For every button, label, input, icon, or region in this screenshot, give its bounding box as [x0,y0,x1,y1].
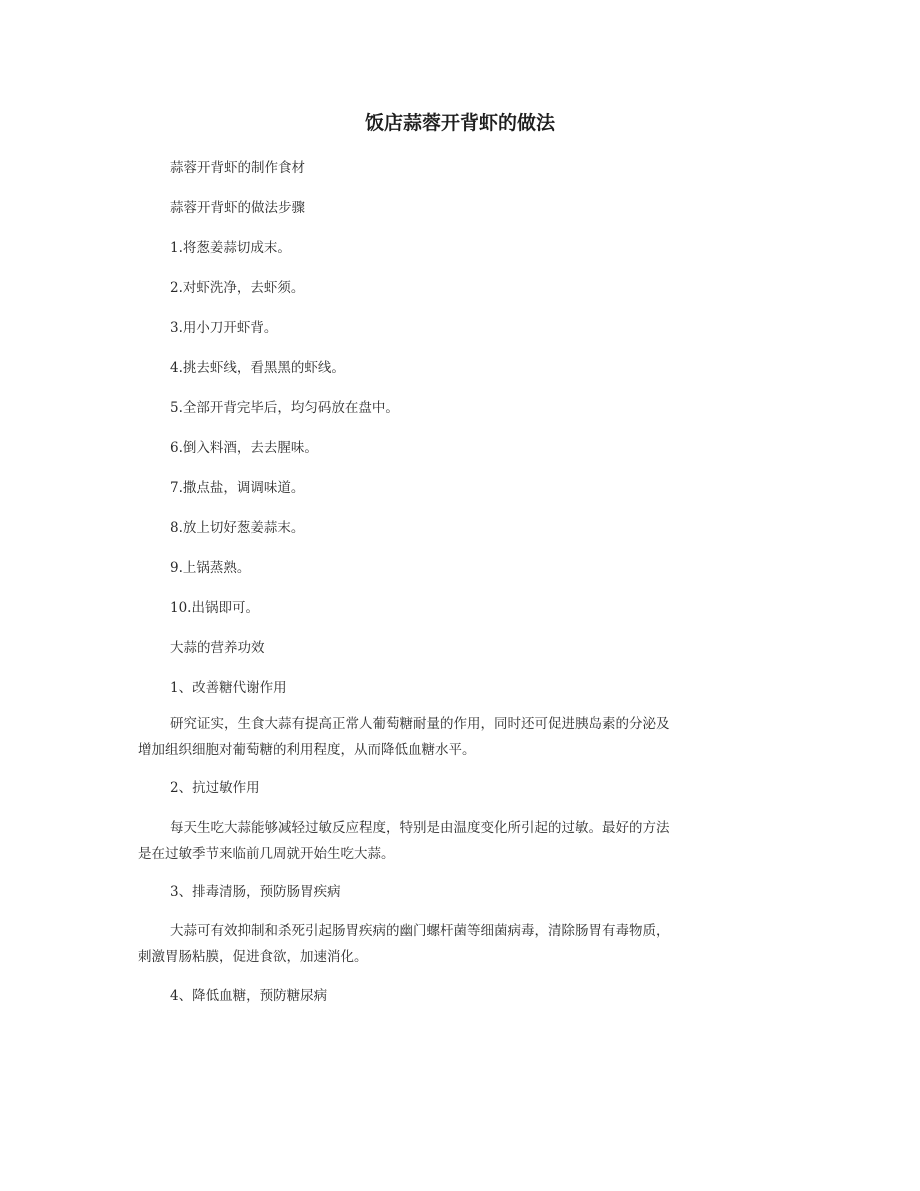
page-title: 饭店蒜蓉开背虾的做法 [364,112,555,134]
step-item: 3.用小刀开虾背。 [170,320,278,336]
benefit-heading: 3、排毒清肠，预防肠胃疾病 [170,884,341,900]
paragraph-line: 研究证实，生食大蒜有提高正常人葡萄糖耐量的作用，同时还可促进胰岛素的分泌及 [170,716,670,732]
step-item: 4.挑去虾线，看黑黑的虾线。 [170,360,345,376]
paragraph-line: 是在过敏季节来临前几周就开始生吃大蒜。 [138,846,395,862]
paragraph-line: 增加组织细胞对葡萄糖的利用程度，从而降低血糖水平。 [138,742,476,758]
heading-nutrition: 大蒜的营养功效 [170,640,265,656]
step-item: 10.出锅即可。 [170,600,259,616]
benefit-paragraph [138,918,788,970]
benefit-paragraph [138,711,788,763]
heading-ingredients: 蒜蓉开背虾的制作食材 [170,160,305,176]
step-item: 1.将葱姜蒜切成末。 [170,240,291,256]
step-item: 6.倒入料酒，去去腥味。 [170,440,318,456]
step-item: 2.对虾洗净，去虾须。 [170,280,305,296]
step-item: 8.放上切好葱姜蒜末。 [170,520,305,536]
paragraph-line: 每天生吃大蒜能够减轻过敏反应程度，特别是由温度变化所引起的过敏。最好的方法 [170,820,670,836]
paragraph-line: 刺激胃肠粘膜，促进食欲，加速消化。 [138,949,368,965]
step-item: 7.撒点盐，调调味道。 [170,480,305,496]
step-item: 5.全部开背完毕后，均匀码放在盘中。 [170,400,399,416]
step-item: 9.上锅蒸熟。 [170,560,251,576]
benefit-heading: 2、抗过敏作用 [170,780,260,796]
heading-steps: 蒜蓉开背虾的做法步骤 [170,200,305,216]
benefit-heading: 1、改善糖代谢作用 [170,680,287,696]
benefit-heading: 4、降低血糖，预防糖尿病 [170,988,328,1004]
paragraph-line: 大蒜可有效抑制和杀死引起肠胃疾病的幽门螺杆菌等细菌病毒，清除肠胃有毒物质， [170,923,670,939]
benefit-paragraph [138,815,788,867]
